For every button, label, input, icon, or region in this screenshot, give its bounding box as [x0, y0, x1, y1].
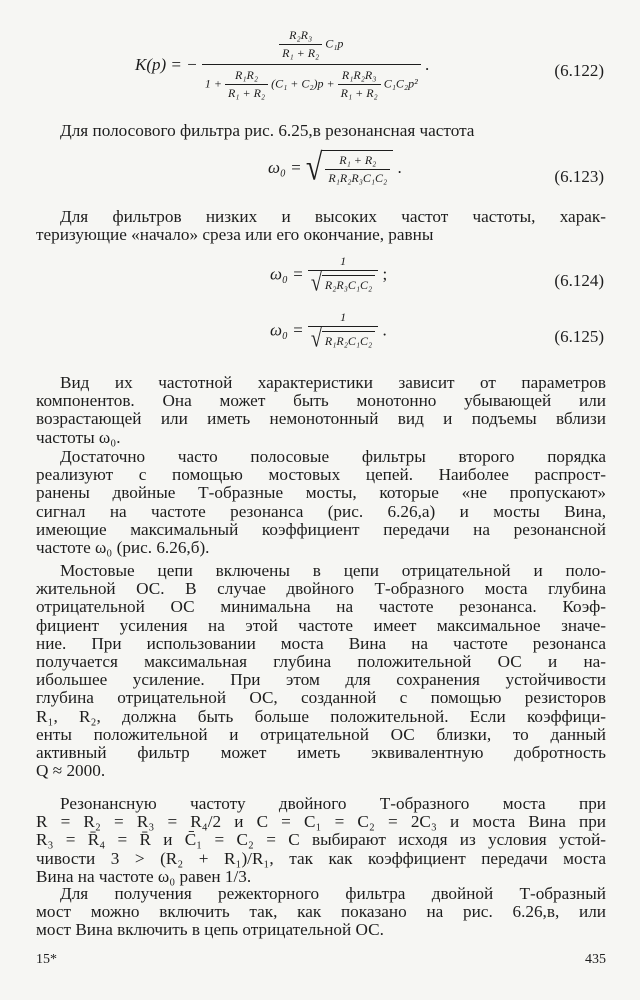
eq-6-125-fraction: $\frac{1}{\text{√ R₁R₂C₁C₂}}$: [308, 310, 378, 351]
equation-6-123: ω₀ = √ $\frac{\text{R₁ + R₂}}{\text{R₁R₂R₃C₁C₂}}$ . (6.123): [268, 146, 604, 188]
equation-6-125: ω₀ = $\frac{1}{\text{√ R₁R₂C₁C₂}}$ . (6.125): [270, 310, 604, 353]
equation-number-6-122: (6.122): [554, 61, 604, 80]
eq-6-124-lhs: ω₀ =: [270, 264, 304, 284]
equation-number-6-125: (6.125): [554, 327, 604, 346]
eq-6-122-den-fraction-2: $\frac{\text{R₁R₂R₃}}{\text{R₁ + R₂}}$: [338, 68, 381, 101]
eq-6-122-den-mid: (C₁ + C₂)p +: [271, 76, 335, 91]
page-number: 435: [585, 952, 606, 967]
paragraph-feedback: Мостовые цепи включены в цепи отрицательной и поло- жительной ОС. В случае двойного Т-образного моста глубина отрицательной ОС минимальна на частоте резонанса. Коэф- фициент усиления на этой частоте имеет максимальное значе- ние. При использовании моста Вина на частоте резонанса получается максимальная глубина положительной ОС и на- ибольшее усиление. При этом для сохранения устойчивости глубина отрицательной ОС, созданной с помощью резисторов R₁, R₂, должна быть больше положительной. Если коэффици- енты положительной и отрицательной ОС близки, то данный активный фильтр может иметь эквивалентную добротность Q ≈ 2000.: [36, 561, 606, 781]
eq-6-122-den-tail: C₁C₂p²: [383, 76, 418, 91]
eq-6-122-den-fraction-1: $\frac{\text{R₁R₂}}{\text{R₁ + R₂}}$: [225, 68, 268, 101]
paragraph-bandpass: Для полосового фильтра рис. 6.25,в резонансная частота: [60, 121, 475, 140]
equation-6-122: K(p) = − $\frac{\text{R₂R₃}}{\text{R₁ + R₂}}$ C₁p 1 + $\frac{\text{R₁R₂}}{\text{R₁ + R₂}}$ (C₁ + C₂)p + $\frac{\text{R₁R₂R₃}}{\text{R₁ + R₂}}$ C₁C₂p² . (6.122): [135, 28, 604, 100]
eq-6-122-num-tail: C₁p: [325, 36, 344, 51]
equation-6-124: ω₀ = $\frac{1}{\text{√ R₂R₃C₁C₂}}$ ; (6.124): [270, 254, 604, 297]
eq-6-125-lhs: ω₀ =: [270, 320, 304, 340]
equation-number-6-123: (6.123): [554, 167, 604, 186]
signature-mark: 15*: [36, 952, 57, 967]
equation-number-6-124: (6.124): [554, 271, 604, 290]
paragraph-frequency-response: Вид их частотной характеристики зависит от параметров компонентов. Она может быть монотонно убывающей или возрастающей или иметь немонотонный вид и подъемы вблизи частоты ω₀.: [36, 373, 606, 447]
eq-6-122-main-fraction: [202, 28, 421, 101]
paragraph-notch-filter: Для получения режекторного фильтра двойной Т-образный мост можно включить так, как показано на рис. 6.26,в, или мост Вина включить в цепь отрицательной ОС.: [36, 884, 606, 940]
eq-6-122-lhs: K(p) = −: [135, 54, 198, 74]
eq-6-122-num-fraction: $\frac{\text{R₂R₃}}{\text{R₁ + R₂}}$: [279, 28, 322, 61]
paragraph-resonant-frequency: Резонансную частоту двойного Т-образного моста при R = R₂ = R₃ = R₄/2 и C = C₁ = C₂ = 2C₃ и моста Вина при R₃ = R̄₄ = R̄ и C̄₁ = C₂ = C выбирают исходя из условия устой- чивости 3 > (R₂ + R₁)/R₁, так как коэффициент передачи моста Вина на частоте ω₀ равен 1/3.: [36, 794, 606, 886]
eq-6-122-den-lead: 1 +: [204, 76, 222, 91]
paragraph-lowpass-highpass: Для фильтров низких и высоких частот частоты, харак- теризующие «начало» среза или его окончание, равны: [36, 207, 606, 245]
eq-6-123-lhs: ω₀ =: [268, 158, 302, 177]
eq-6-123-sqrt: √ $\frac{\text{R₁ + R₂}}{\text{R₁R₂R₃C₁C₂}}$: [306, 150, 393, 186]
eq-6-124-fraction: $\frac{1}{\text{√ R₂R₃C₁C₂}}$: [308, 254, 378, 295]
paragraph-bridge-circuits: Достаточно часто полосовые фильтры второго порядка реализуют с помощью мостовых цепей. Наиболее распрост- ранены двойные Т-образные мосты, которые «не пропускают» сигнал на частоте резонанса (рис. 6.26,а) и мосты Вина, имеющие максимальный коэффициент передачи на резонансной частоте ω₀ (рис. 6.26,б).: [36, 447, 606, 558]
